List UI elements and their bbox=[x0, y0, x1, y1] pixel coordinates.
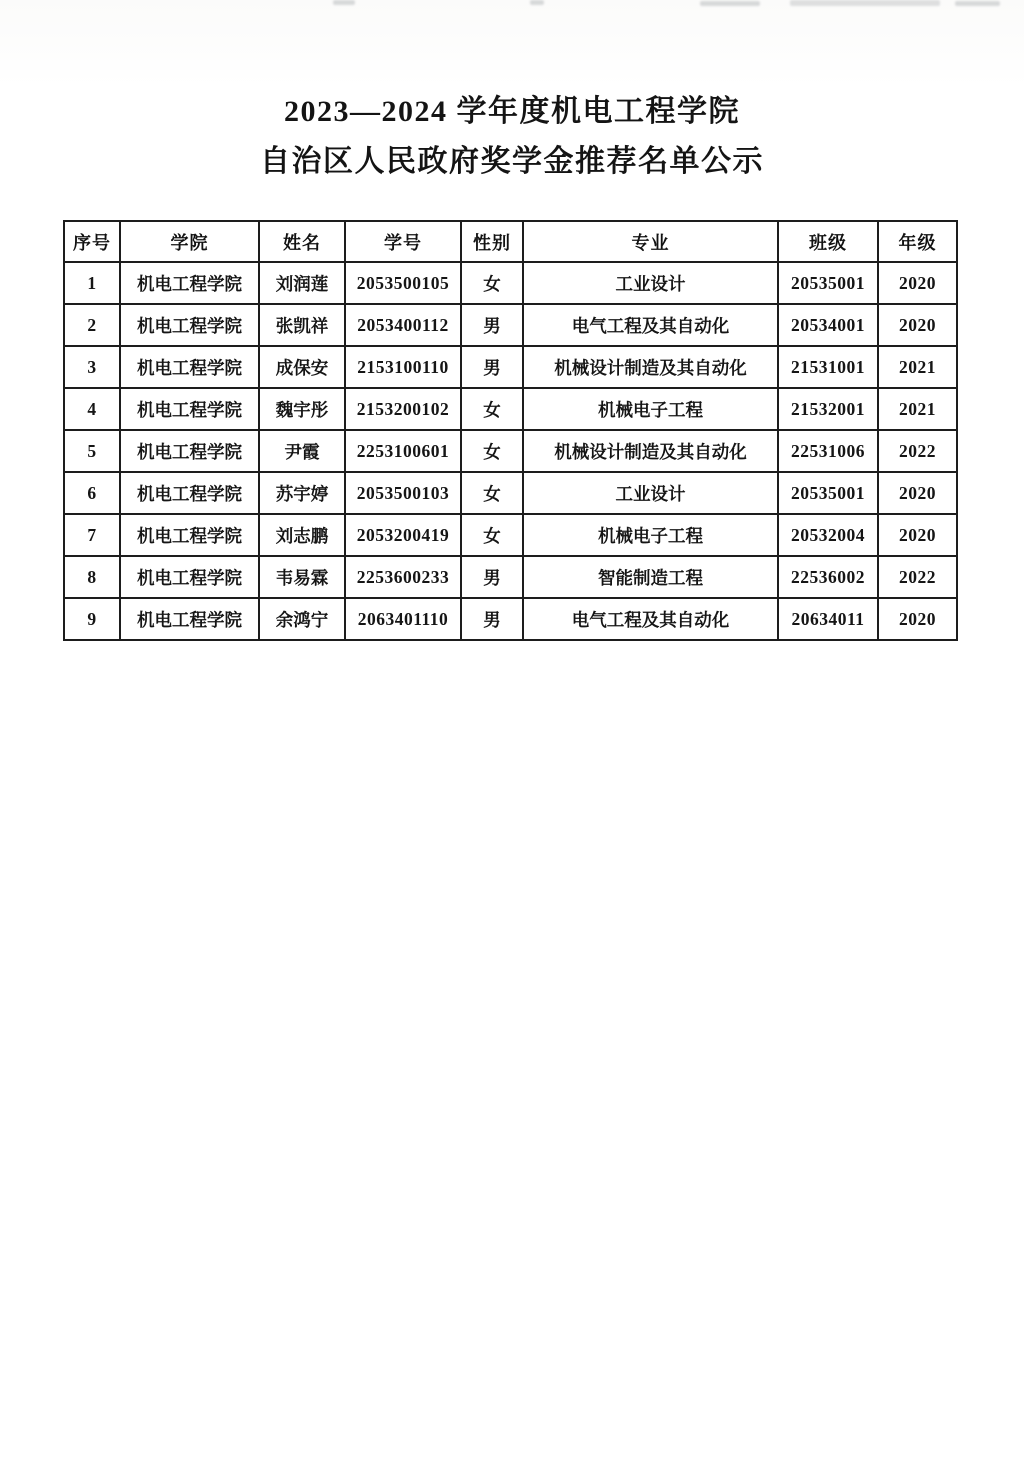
table-row bbox=[64, 430, 957, 472]
scan-artifact bbox=[955, 1, 1000, 6]
table-cell: 机电工程学院 bbox=[120, 598, 259, 640]
table-cell: 2020 bbox=[878, 598, 957, 640]
table-row bbox=[64, 388, 957, 430]
scan-artifact bbox=[790, 0, 940, 6]
table-cell: 20532004 bbox=[778, 514, 878, 556]
table-cell: 2063401110 bbox=[345, 598, 461, 640]
table-cell: 8 bbox=[64, 556, 120, 598]
table-row bbox=[64, 262, 957, 304]
table-row bbox=[64, 346, 957, 388]
document-title-line2: 自治区人民政府奖学金推荐名单公示 bbox=[260, 145, 764, 178]
table-cell: 2 bbox=[64, 304, 120, 346]
document-title bbox=[0, 96, 1024, 178]
table-cell: 21531001 bbox=[778, 346, 878, 388]
document-title-line1: 2023—2024 学年度机电工程学院 bbox=[284, 95, 740, 128]
table-cell: 1 bbox=[64, 262, 120, 304]
table-cell: 男 bbox=[461, 346, 523, 388]
table-cell: 2153200102 bbox=[345, 388, 461, 430]
scan-artifact bbox=[333, 0, 355, 5]
table-row bbox=[64, 556, 957, 598]
table-cell: 7 bbox=[64, 514, 120, 556]
table-cell: 机电工程学院 bbox=[120, 346, 259, 388]
table-row bbox=[64, 304, 957, 346]
column-header: 班级 bbox=[778, 221, 878, 262]
table-cell: 女 bbox=[461, 388, 523, 430]
table-cell: 机电工程学院 bbox=[120, 514, 259, 556]
table-cell: 2253600233 bbox=[345, 556, 461, 598]
column-header: 性别 bbox=[461, 221, 523, 262]
table-cell: 男 bbox=[461, 598, 523, 640]
table-cell: 机械设计制造及其自动化 bbox=[523, 430, 778, 472]
table-cell: 2022 bbox=[878, 556, 957, 598]
table-header-row bbox=[64, 221, 957, 262]
table-cell: 20535001 bbox=[778, 472, 878, 514]
table-cell: 机械电子工程 bbox=[523, 514, 778, 556]
column-header: 学院 bbox=[120, 221, 259, 262]
table-cell: 机电工程学院 bbox=[120, 430, 259, 472]
table-cell: 2053500103 bbox=[345, 472, 461, 514]
table-cell: 机械电子工程 bbox=[523, 388, 778, 430]
table-cell: 刘润莲 bbox=[259, 262, 345, 304]
table-cell: 男 bbox=[461, 304, 523, 346]
table-cell: 女 bbox=[461, 472, 523, 514]
table-cell: 20634011 bbox=[778, 598, 878, 640]
table-cell: 2021 bbox=[878, 388, 957, 430]
table-cell: 女 bbox=[461, 262, 523, 304]
table-cell: 电气工程及其自动化 bbox=[523, 304, 778, 346]
table-cell: 21532001 bbox=[778, 388, 878, 430]
table-cell: 2253100601 bbox=[345, 430, 461, 472]
table-cell: 机电工程学院 bbox=[120, 262, 259, 304]
scan-artifact bbox=[700, 1, 760, 6]
table-cell: 2021 bbox=[878, 346, 957, 388]
table-cell: 2020 bbox=[878, 304, 957, 346]
table-cell: 刘志鹏 bbox=[259, 514, 345, 556]
table-cell: 2020 bbox=[878, 514, 957, 556]
table-cell: 20534001 bbox=[778, 304, 878, 346]
table-row bbox=[64, 472, 957, 514]
table-cell: 2153100110 bbox=[345, 346, 461, 388]
table-cell: 韦易霖 bbox=[259, 556, 345, 598]
column-header: 专业 bbox=[523, 221, 778, 262]
table-cell: 2053200419 bbox=[345, 514, 461, 556]
column-header: 年级 bbox=[878, 221, 957, 262]
table-cell: 机电工程学院 bbox=[120, 556, 259, 598]
column-header: 学号 bbox=[345, 221, 461, 262]
table-cell: 2020 bbox=[878, 472, 957, 514]
scan-artifact bbox=[530, 0, 544, 5]
table-cell: 机电工程学院 bbox=[120, 388, 259, 430]
table-cell: 22536002 bbox=[778, 556, 878, 598]
table-cell: 3 bbox=[64, 346, 120, 388]
table-cell: 2022 bbox=[878, 430, 957, 472]
table-row bbox=[64, 514, 957, 556]
table-cell: 女 bbox=[461, 514, 523, 556]
table-row bbox=[64, 598, 957, 640]
column-header: 姓名 bbox=[259, 221, 345, 262]
table-cell: 机电工程学院 bbox=[120, 304, 259, 346]
table-cell: 机电工程学院 bbox=[120, 472, 259, 514]
table-cell: 4 bbox=[64, 388, 120, 430]
table-cell: 魏宇彤 bbox=[259, 388, 345, 430]
table-cell: 工业设计 bbox=[523, 472, 778, 514]
table-cell: 成保安 bbox=[259, 346, 345, 388]
column-header: 序号 bbox=[64, 221, 120, 262]
scholarship-roster-table bbox=[63, 220, 958, 641]
table-cell: 女 bbox=[461, 430, 523, 472]
table-cell: 2053500105 bbox=[345, 262, 461, 304]
table-cell: 5 bbox=[64, 430, 120, 472]
table-cell: 苏宇婷 bbox=[259, 472, 345, 514]
table-cell: 电气工程及其自动化 bbox=[523, 598, 778, 640]
table-cell: 2053400112 bbox=[345, 304, 461, 346]
table-cell: 智能制造工程 bbox=[523, 556, 778, 598]
table-cell: 2020 bbox=[878, 262, 957, 304]
table-cell: 工业设计 bbox=[523, 262, 778, 304]
table-cell: 张凯祥 bbox=[259, 304, 345, 346]
table-cell: 男 bbox=[461, 556, 523, 598]
table-cell: 20535001 bbox=[778, 262, 878, 304]
table-cell: 余鸿宁 bbox=[259, 598, 345, 640]
table-cell: 6 bbox=[64, 472, 120, 514]
table-cell: 尹霞 bbox=[259, 430, 345, 472]
table-cell: 机械设计制造及其自动化 bbox=[523, 346, 778, 388]
table-cell: 22531006 bbox=[778, 430, 878, 472]
table-cell: 9 bbox=[64, 598, 120, 640]
